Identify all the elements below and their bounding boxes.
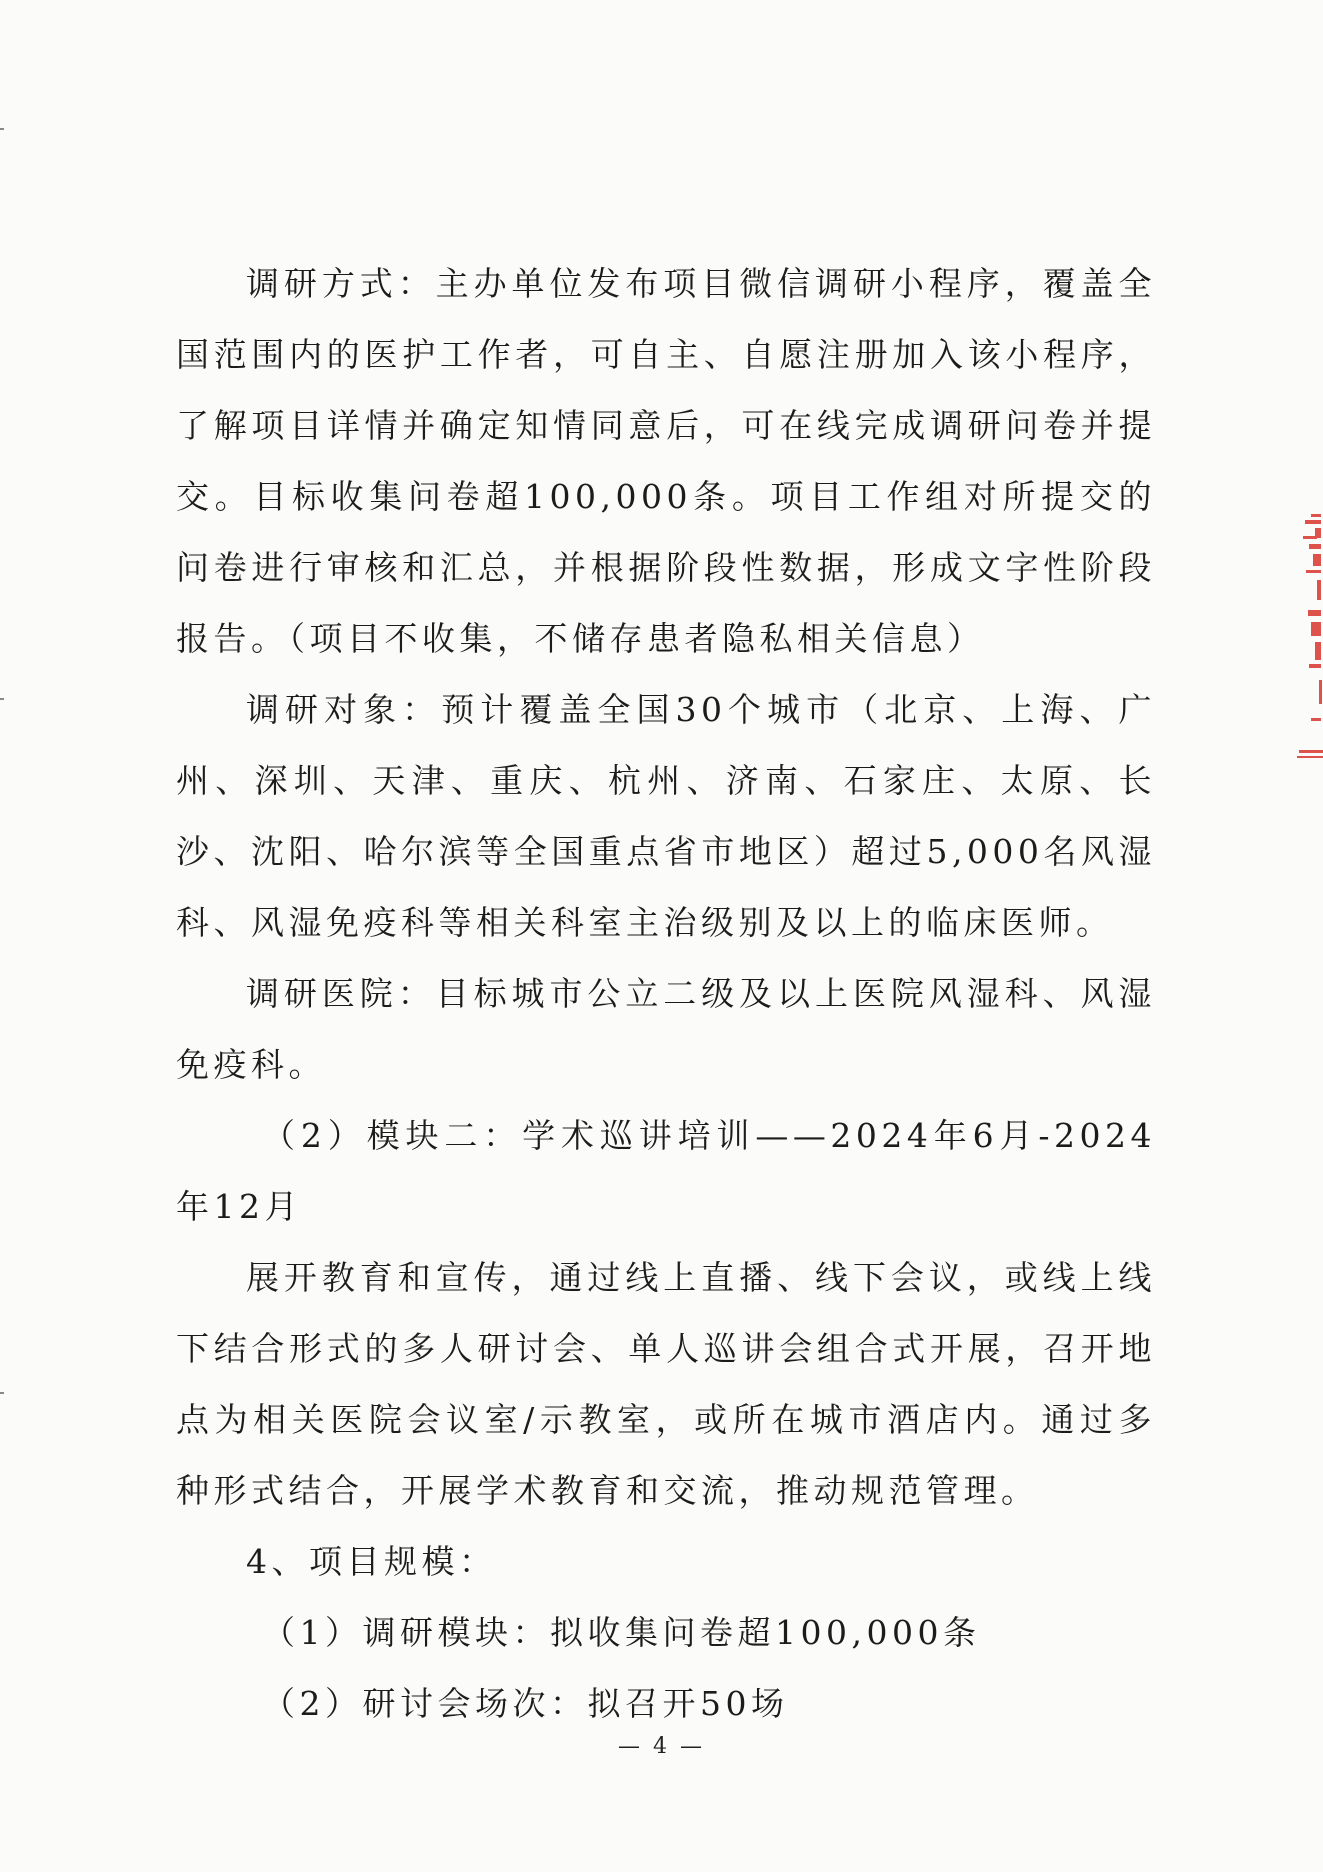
scan-mark: [0, 698, 4, 700]
scan-mark: [0, 128, 4, 130]
paragraph-survey-target: 调研对象：预计覆盖全国30个城市（北京、上海、广州、深圳、天津、重庆、杭州、济南、石家庄、太原、长沙、沈阳、哈尔滨等全国重点省市地区）超过5,000名风湿科、风湿免疫科等相关科室主治级别及以上的临床医师。: [176, 690, 1156, 942]
seal-icon: [1291, 510, 1323, 780]
item-scale-seminar: （2）研讨会场次：拟召开50场: [262, 1684, 789, 1723]
body-text: [176, 248, 1156, 1739]
red-seal-fragment: [1291, 510, 1323, 780]
paragraph-module-two: 展开教育和宣传，通过线上直播、线下会议，或线上线下结合形式的多人研讨会、单人巡讲会组合式开展，召开地点为相关医院会议室/示教室，或所在城市酒店内。通过多种形式结合，开展学术教育和交流，推动规范管理。: [176, 1258, 1156, 1510]
scan-mark: [0, 1392, 4, 1394]
item-scale-survey: （1）调研模块：拟收集问卷超100,000条: [262, 1613, 981, 1652]
paragraph-survey-method: 调研方式：主办单位发布项目微信调研小程序，覆盖全国范围内的医护工作者，可自主、自愿注册加入该小程序，了解项目详情并确定知情同意后，可在线完成调研问卷并提交。目标收集问卷超100,000条。项目工作组对所提交的问卷进行审核和汇总，并根据阶段性数据，形成文字性阶段报告。（项目不收集，不储存患者隐私相关信息）: [176, 264, 1156, 658]
heading-module-two: （2）模块二：学术巡讲培训——2024年6月-2024年12月: [176, 1116, 1156, 1226]
page-number: — 4 —: [618, 1734, 705, 1759]
heading-project-scale: 4、项目规模：: [246, 1542, 497, 1581]
paragraph-survey-hospital: 调研医院：目标城市公立二级及以上医院风湿科、风湿免疫科。: [176, 974, 1156, 1084]
